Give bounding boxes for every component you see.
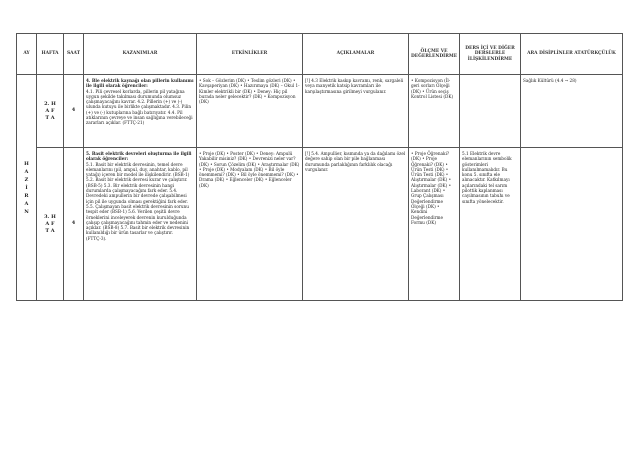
header-hafta: HAFTA: [37, 34, 64, 75]
kazanimlar-title: 4. Ble elektrik kaynağı olan pillerin kullanımı ile ilgili olarak öğrenciler:: [86, 78, 194, 89]
header-ders-ici: DERS İÇİ VE DİĞER DERSLERLE İLİŞKİLENDİRME: [460, 34, 521, 75]
kazanimlar-cell: [84, 148, 197, 301]
kazanimlar-cell: [84, 75, 197, 148]
hours-cell: 4: [64, 75, 84, 148]
header-kazanimlar: KAZANIMLAR: [84, 34, 197, 75]
header-etkinlikler: ETKİNLİKLER: [197, 34, 303, 75]
week-cell: [37, 75, 64, 148]
header-saat: SAAT: [64, 34, 84, 75]
week-label: 2. HA FT A: [44, 100, 56, 121]
hours-cell: 4: [64, 148, 84, 301]
ara-disiplinler-cell: Sağlık Kültürü (4.4 → 28): [521, 75, 623, 148]
kazanimlar-text: 5.1. Basit bir elektrik devresinin, temel devre elemanlarını (pil, ampul, duy, anahtar, kablo, pil yatağı) içeren bir model ile ilişkilendirir. (BSB-1) 5.2. Basit bir elektrik devresi kurar ve çalıştırır. (BSB-5) 5.3. Bir elektrik devresinin hangi durumlarda çalışmayacağını fark eder. 5.4. Devredeki ampullerin bir devrede çalışabilmesi için pil ile uygunda olması gerektiğini fark eder. 5.5. Çalışmayan basit elektrik devresinin sorunu tespit eder (BSB-1) 5.6. Verilen çeşitli devre örneklerini inceleyerek devrenin kurulduğunda çalışıp çalışmayacağını tahmin eder ve nedenini açıklar. (BSB-8) 5.7. Basit bir elektrik devresinin kullanıldığı bir ürün tasarlar ve çalıştırır. (FTTÇ-3).: [86, 161, 190, 241]
aciklamalar-cell: [!] 4.3 Elektrik kaskıp kavramı, renk, sargaleli veya manyetik katsip kavramları ile karşılaştırmasına girilmeyi vurgulanır.: [303, 75, 409, 148]
etkinlikler-cell: • Sok – Gözlerim (DK) • Teslim gözleri (DK) • Kavşaperiyan (DK) • Hazırımaya (DK) – Okul 1-Kimler elektrikli bir (DK) • Deney: Hiç pil burada neler gelecektir? (DK) • Kompozisyon (DK): [197, 75, 303, 148]
kazanimlar-text: 4.1. Pili çevresel korlarda, pillerin pil yatağına uygun şekilde takılması durumunda olumsuz çalışmayacağını kavrar. 4.2. Pillerin (+) ve (-) ulunda kutuyu ile birlikte çalışmaktadır. 4.3. Pilin (+) ve (-) kutuplarına bağlı batırıyatır. 4.4. Pil atıklarının çevreye ve insan sağlığına verebileceği zararları açıklar. (FTTÇ-21): [86, 88, 193, 126]
week-cell: [37, 148, 64, 301]
month-label: H A Z İ R A N: [24, 160, 29, 215]
aciklamalar-cell: [!] 5.4. Ampullier, kısmında ya da dağılamı özel değere sahip olan bir pile bağlanması durumunda parlaklığının farklılık olacağı vurgulanır.: [303, 148, 409, 301]
header-olcme: ÖLÇME VE DEĞERLENDİRME: [409, 34, 460, 75]
week-label: 3. HA FT A: [44, 213, 56, 234]
olcme-cell: • Kompozisyon (İl-geri sorları Ölçeği (DK) • Ürün seçiş Kontrol Listesi (DK): [409, 75, 460, 148]
curriculum-table: [16, 33, 623, 301]
header-row: [17, 34, 623, 75]
kazanimlar-title: 5. Basit elektrik devreleri oluşturma ile ilgili olarak öğrenciler:: [86, 151, 192, 162]
header-aciklamalar: AÇIKLAMALAR: [303, 34, 409, 75]
header-ay: AY: [17, 34, 37, 75]
ders-ici-cell: 5.1 Elektrik devre elemanlarının sembolik gösterimleri kullanılmamalıdır. Bu konu 5. sınıfta ele alınacaktır. Katkılmayı açılarındaki tel sarım pilottik kaplanması cayılmasının tabuhı ve sınıfta yönelecektir.: [460, 148, 521, 301]
ara-disiplinler-cell: [521, 148, 623, 301]
olcme-cell: • Proje Öğrenaki? (DK) • Proje Öğrenaki? (DK) • Ürün Testi (DK) • Ürün Testi (DK) • Alıştırmalar (DK) • Alıştırmalar (DK) • Laborant (DK) • Grup Çalışması Değerlendirme Ölçeği (DK) • Kendini Değerlendirme Formu (DK): [409, 148, 460, 301]
table-row: [17, 148, 623, 301]
header-ara-disiplinler: ARA DİSİPLİNLER ATATÜRKÇÜLÜK: [521, 34, 623, 75]
ders-ici-cell: [460, 75, 521, 148]
table-row: [17, 75, 623, 148]
etkinlikler-cell: • Proje (DK) • Poster (DK) • Deney: Ampulü Yakabilir misiniz? (DK) • Devrenizi neler var? (DK) • Sorun Çözelim (DK) • Araştırmalar (DK) • Proje (DK) • Modyalam (DK) • Bil öyle önemmemi? (DK) • Bil öyle önemmemi? (DK) • Drama (DK) • Eğlenceler (DK) • Eğlenceler (DK): [197, 148, 303, 301]
month-cell: [17, 75, 37, 301]
